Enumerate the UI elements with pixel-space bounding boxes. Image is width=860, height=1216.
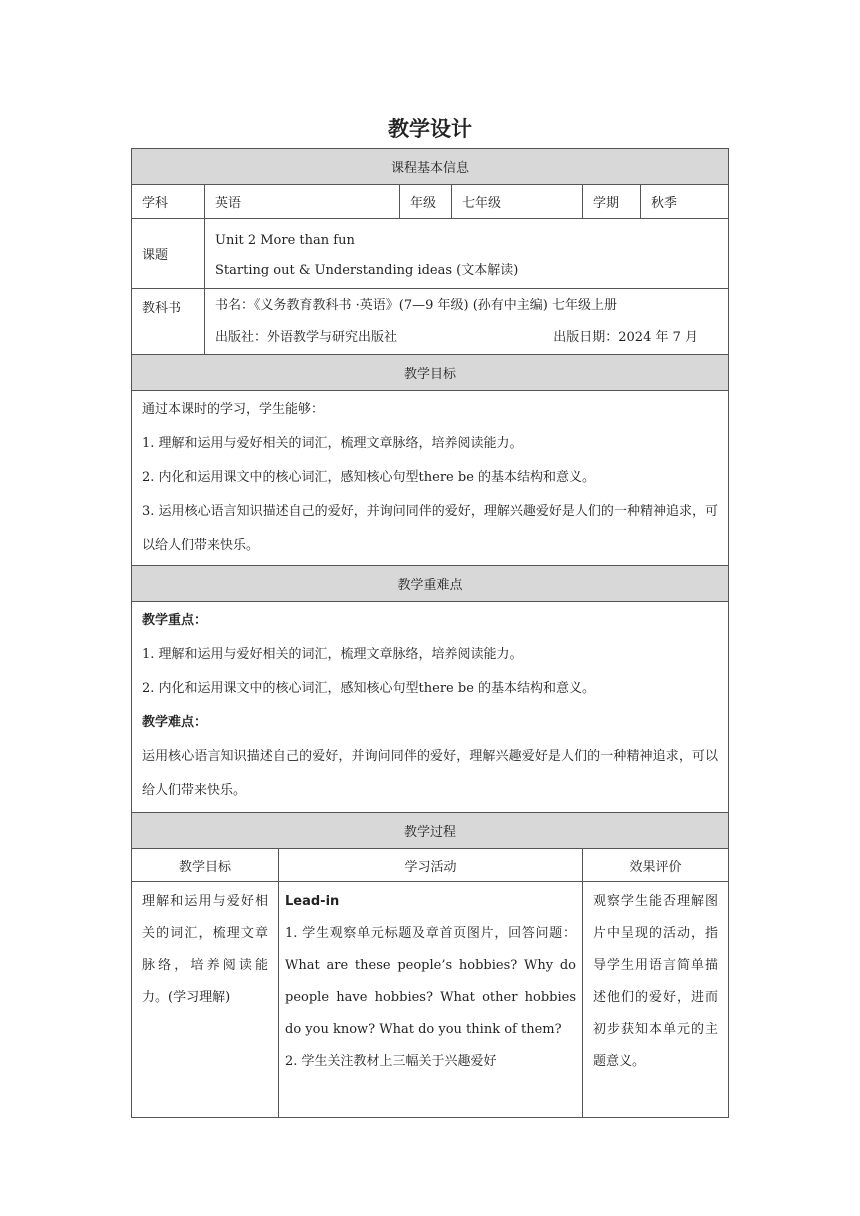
topic-line-1: Unit 2 More than fun bbox=[215, 232, 355, 248]
activity-item: 1. 学生观察单元标题及章首页图片，回答问题：What are these people’s hobbies? Why do people have hobbies? What other hobbies do you know? What do you think of them? bbox=[285, 926, 576, 1037]
objective-item: 2. 内化和运用课文中的核心词汇，感知核心句型there be 的基本结构和意义。 bbox=[142, 470, 596, 485]
key-points-content bbox=[132, 602, 729, 813]
grade-label: 年级 bbox=[400, 185, 452, 219]
textbook-value bbox=[205, 289, 729, 355]
publisher: 出版社：外语教学与研究出版社 bbox=[215, 329, 398, 345]
subject-value: 英语 bbox=[205, 185, 400, 219]
basic-info-header: 课程基本信息 bbox=[132, 149, 729, 185]
activity-title: Lead-in bbox=[285, 894, 340, 909]
term-label: 学期 bbox=[583, 185, 641, 219]
process-col-activity: 学习活动 bbox=[279, 849, 583, 882]
process-activity-cell bbox=[279, 882, 583, 1118]
publish-date: 出版日期：2024 年 7 月 bbox=[553, 329, 699, 345]
evaluation-text: 观察学生能否理解图片中呈现的活动，指导学生用语言简单描述他们的爱好，进而初步获知本单元的主题意义。 bbox=[593, 894, 719, 1069]
key-points-header: 教学重难点 bbox=[132, 566, 729, 602]
difficulty-label: 教学难点： bbox=[142, 715, 208, 730]
objective-item: 1. 理解和运用与爱好相关的词汇，梳理文章脉络，培养阅读能力。 bbox=[142, 436, 523, 451]
grade-value: 七年级 bbox=[452, 185, 583, 219]
objectives-header: 教学目标 bbox=[132, 355, 729, 391]
process-evaluation-cell bbox=[583, 882, 729, 1118]
topic-label: 课题 bbox=[132, 219, 205, 289]
focus-item: 2. 内化和运用课文中的核心词汇，感知核心句型there be 的基本结构和意义。 bbox=[142, 681, 596, 696]
process-col-evaluation: 效果评价 bbox=[583, 849, 729, 882]
process-header: 教学过程 bbox=[132, 813, 729, 849]
lesson-design-table bbox=[131, 148, 729, 1118]
difficulty-text: 运用核心语言知识描述自己的爱好，并询问同伴的爱好，理解兴趣爱好是人们的一种精神追求，可以给人们带来快乐。 bbox=[142, 749, 719, 798]
topic-line-2: Starting out & Understanding ideas (文本解读) bbox=[215, 262, 519, 278]
document-title: 教学设计 bbox=[388, 117, 472, 141]
focus-label: 教学重点： bbox=[142, 613, 208, 628]
objectives-content bbox=[132, 391, 729, 566]
focus-item: 1. 理解和运用与爱好相关的词汇，梳理文章脉络，培养阅读能力。 bbox=[142, 647, 523, 662]
topic-value bbox=[205, 219, 729, 289]
activity-item: 2. 学生关注教材上三幅关于兴趣爱好 bbox=[285, 1054, 497, 1069]
objective-item: 3. 运用核心语言知识描述自己的爱好，并询问同伴的爱好，理解兴趣爱好是人们的一种精神追求，可以给人们带来快乐。 bbox=[142, 504, 719, 553]
textbook-line-1: 书名：《义务教育教科书 ·英语》(7—9 年级) (孙有中主编) 七年级上册 bbox=[215, 297, 617, 313]
objectives-intro: 通过本课时的学习，学生能够： bbox=[142, 402, 325, 417]
process-goal-text: 理解和运用与爱好相关的词汇，梳理文章脉络，培养阅读能力。(学习理解) bbox=[142, 894, 268, 1005]
process-col-goal: 教学目标 bbox=[132, 849, 279, 882]
term-value: 秋季 bbox=[641, 185, 729, 219]
textbook-label: 教科书 bbox=[132, 289, 205, 355]
subject-label: 学科 bbox=[132, 185, 205, 219]
process-goal-cell bbox=[132, 882, 279, 1118]
